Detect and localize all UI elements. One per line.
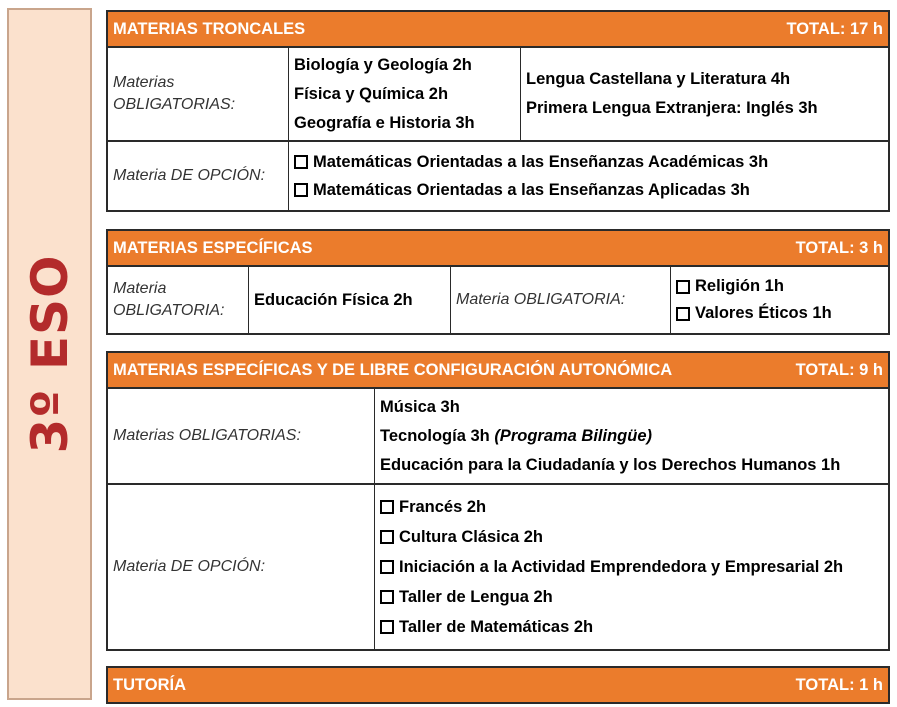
subject-item: Educación para la Ciudadanía y los Derechos Humanos 1h [380,455,841,474]
libre-header [108,353,888,387]
subject-item: Educación Física 2h [254,290,413,309]
tutoria-title: TUTORÍA [113,675,187,694]
libre-opcion-label-cell [108,485,374,649]
especificas-block [106,229,890,335]
libre-options [374,485,888,649]
subject-item: Tecnología 3h (Programa Bilingüe) [380,426,652,445]
checkbox-icon[interactable] [294,155,308,169]
libre-oblig-subjects [374,389,888,483]
course-side-panel [7,8,92,700]
troncales-oblig-label-line2: OBLIGATORIAS: [113,96,236,113]
especificas-label1-line2: OBLIGATORIA: [113,302,225,319]
libre-oblig-label-cell [108,389,374,483]
especificas-label2-cell [450,267,670,333]
checkbox-icon[interactable] [380,500,394,514]
especificas-header [108,231,888,265]
troncales-title: MATERIAS TRONCALES [113,19,306,38]
troncales-header [108,12,888,46]
checkbox-icon[interactable] [676,280,690,294]
option-item[interactable]: Matemáticas Orientadas a las Enseñanzas Académicas 3h [294,153,883,172]
course-title: 3º ESO [20,254,79,454]
checkbox-icon[interactable] [380,590,394,604]
troncales-block [106,10,890,212]
libre-block [106,351,890,651]
option-item[interactable]: Valores Éticos 1h [676,304,883,323]
option-item[interactable]: Taller de Lengua 2h [380,588,883,607]
troncales-opcion-label-cell [108,142,288,210]
libre-title: MATERIAS ESPECÍFICAS Y DE LIBRE CONFIGURACIÓN AUTONÓMICA [113,360,673,379]
subject-item: Biología y Geología 2h [294,55,472,74]
especificas-subject-cell [248,267,450,333]
especificas-options [670,267,888,333]
option-item[interactable]: Religión 1h [676,277,883,296]
subject-item: Geografía e Historia 3h [294,113,475,132]
checkbox-icon[interactable] [676,307,690,321]
libre-opcion-row [108,483,888,649]
troncales-oblig-label-cell [108,48,288,140]
troncales-opcion-label: Materia DE OPCIÓN: [113,167,266,184]
tutoria-header [108,668,888,702]
subject-item: Física y Química 2h [294,84,449,103]
troncales-oblig-row [108,46,888,140]
libre-total: TOTAL: 9 h [795,360,883,379]
bilingual-note: (Programa Bilingüe) [494,426,652,445]
troncales-col2 [520,48,888,140]
especificas-title: MATERIAS ESPECÍFICAS [113,238,313,257]
checkbox-icon[interactable] [380,620,394,634]
troncales-col1 [288,48,520,140]
option-item[interactable]: Iniciación a la Actividad Emprendedora y Empresarial 2h [380,558,883,577]
especificas-total: TOTAL: 3 h [795,238,883,257]
subject-item: Lengua Castellana y Literatura 4h [526,70,791,88]
option-item[interactable]: Matemáticas Orientadas a las Enseñanzas Aplicadas 3h [294,181,883,200]
especificas-label2: Materia OBLIGATORIA: [456,291,626,308]
troncales-oblig-label-line1: Materias [113,74,175,91]
checkbox-icon[interactable] [294,183,308,197]
option-item[interactable]: Francés 2h [380,498,883,517]
libre-oblig-label: Materias OBLIGATORIAS: [113,427,301,444]
option-item[interactable]: Taller de Matemáticas 2h [380,618,883,637]
troncales-opcion-row [108,140,888,210]
libre-opcion-label: Materia DE OPCIÓN: [113,558,266,575]
subject-item: Primera Lengua Extranjera: Inglés 3h [526,99,818,117]
subject-item: Música 3h [380,397,460,416]
especificas-row [108,265,888,333]
tutoria-total: TOTAL: 1 h [795,675,883,694]
especificas-label1-line1: Materia [113,280,167,297]
troncales-total: TOTAL: 17 h [786,19,883,38]
checkbox-icon[interactable] [380,560,394,574]
option-item[interactable]: Cultura Clásica 2h [380,528,883,547]
troncales-options [288,142,888,210]
libre-oblig-row [108,387,888,483]
especificas-label1-cell [108,267,248,333]
checkbox-icon[interactable] [380,530,394,544]
tutoria-block [106,666,890,704]
